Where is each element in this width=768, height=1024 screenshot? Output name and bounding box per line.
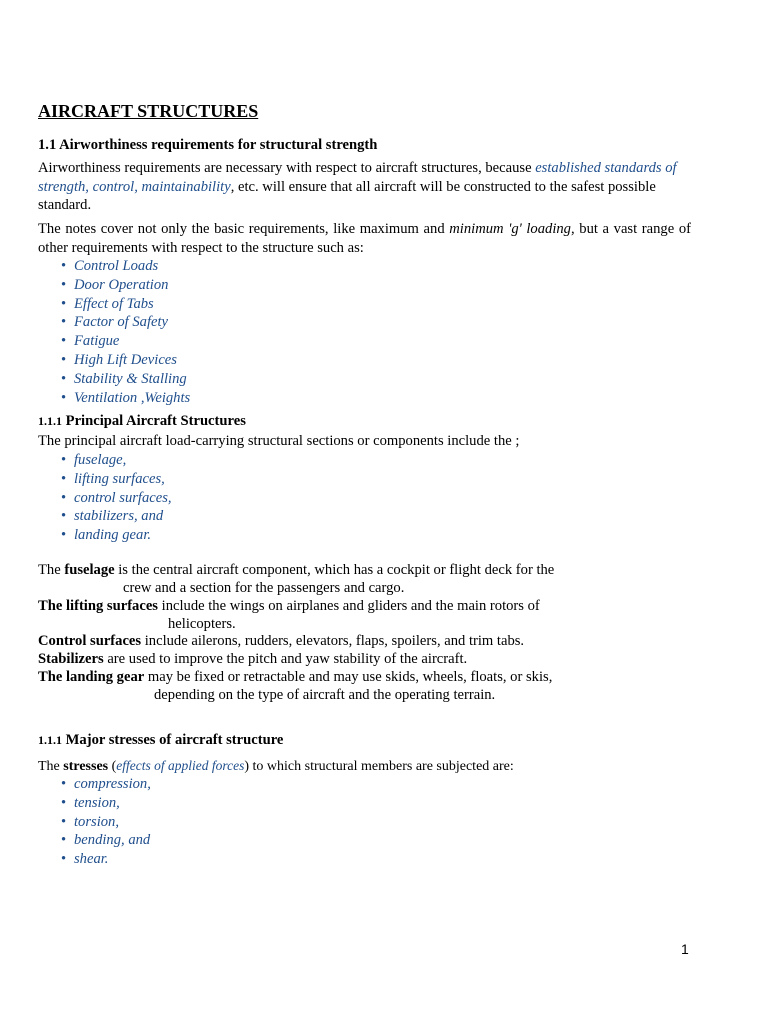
list-item-label: torsion, <box>74 813 120 830</box>
bullet-icon: • <box>61 276 67 293</box>
definition-landing-gear-cont: depending on the type of aircraft and the operating terrain. <box>154 687 496 703</box>
definition-text: may be fixed or retractable and may use skids, wheels, floats, or skis, <box>144 669 553 685</box>
definition-text: are used to improve the pitch and yaw stability of the aircraft. <box>103 651 468 667</box>
definition-lifting-surfaces-cont: helicopters. <box>168 616 236 632</box>
list-item <box>38 489 172 508</box>
definition-landing-gear <box>38 668 552 686</box>
list-item-label: tension, <box>74 794 120 811</box>
list-item-label: Door Operation <box>74 276 169 293</box>
definition-fuselage <box>38 561 554 579</box>
paragraph-text: The notes cover not only the basic requirements, like maximum and <box>38 221 450 237</box>
list-item <box>38 813 151 832</box>
list-item-label: High Lift Devices <box>74 351 177 368</box>
definition-text: The <box>38 562 65 578</box>
subsection-heading-principal <box>38 413 246 430</box>
definition-term: Stabilizers <box>38 651 104 667</box>
list-item-label: Control Loads <box>74 258 159 274</box>
paragraph-text: Airworthiness requirements are necessary with respect to aircraft structures, because <box>38 160 536 176</box>
list-item-label: Effect of Tabs <box>74 295 154 312</box>
bullet-icon: • <box>61 851 67 868</box>
definition-text: include ailerons, rudders, elevators, flaps, spoilers, and trim tabs. <box>141 633 525 649</box>
stresses-intro <box>38 757 514 776</box>
paragraph-requirements-intro <box>38 220 691 257</box>
list-item-label: shear. <box>74 851 109 868</box>
bullet-icon: • <box>61 452 67 468</box>
list-item <box>38 831 151 850</box>
section-number: 1.1.1 <box>38 733 62 747</box>
paragraph-text: ( <box>108 759 117 774</box>
list-item-label: control surfaces, <box>74 489 172 506</box>
bullet-icon: • <box>61 370 67 387</box>
list-item-label: lifting surfaces, <box>74 470 165 487</box>
bullet-icon: • <box>61 527 67 544</box>
subsection-heading-stresses <box>38 732 283 749</box>
paragraph-text: , but a vast range of other requirements with respect to the structure such as: <box>38 221 692 256</box>
list-item <box>38 257 190 276</box>
paragraph-airworthiness <box>38 159 691 215</box>
emphasis-text: effects of applied forces <box>116 758 245 773</box>
section-title: Major stresses of aircraft structure <box>65 732 284 748</box>
page-number: 1 <box>681 941 689 957</box>
list-item-label: bending, and <box>74 832 151 849</box>
definition-control-surfaces <box>38 632 524 650</box>
list-item <box>38 850 151 869</box>
list-item <box>38 526 172 545</box>
definition-term: stresses <box>63 759 109 774</box>
list-item <box>38 451 172 470</box>
stresses-list <box>38 775 151 869</box>
list-item-label: Factor of Safety <box>74 314 169 331</box>
definition-fuselage-cont: crew and a section for the passengers and cargo. <box>123 580 405 596</box>
list-item <box>38 794 151 813</box>
list-item-label: Stability & Stalling <box>74 370 187 387</box>
definition-term: fuselage <box>64 562 115 578</box>
definition-text: is the central aircraft component, which has a cockpit or flight deck for the <box>114 562 555 578</box>
section-number: 1.1.1 <box>38 414 62 428</box>
list-item <box>38 775 151 794</box>
paragraph-text: The <box>38 759 64 774</box>
definition-lifting-surfaces <box>38 597 540 615</box>
paragraph-text: , etc. will ensure that all aircraft will be constructed to the safest possible standard. <box>38 178 656 214</box>
list-item-label: Ventilation ,Weights <box>74 389 191 406</box>
definition-term: Control surfaces <box>38 633 142 649</box>
definition-term: The lifting surfaces <box>38 598 158 614</box>
list-item <box>38 313 190 332</box>
list-item-label: Fatigue <box>74 333 120 350</box>
bullet-icon: • <box>61 813 67 830</box>
list-item <box>38 470 172 489</box>
definition-text: include the wings on airplanes and gliders and the main rotors of <box>158 598 540 614</box>
section-title: Principal Aircraft Structures <box>65 413 246 429</box>
list-item <box>38 332 190 351</box>
section-heading-airworthiness: 1.1 Airworthiness requirements for structural strength <box>38 137 378 153</box>
bullet-icon: • <box>61 333 67 350</box>
bullet-icon: • <box>61 832 67 849</box>
bullet-icon: • <box>61 470 67 487</box>
bullet-icon: • <box>61 314 67 331</box>
list-item <box>38 370 190 389</box>
definition-stabilizers <box>38 650 467 668</box>
bullet-icon: • <box>61 776 67 792</box>
emphasis-text: established standards of strength, control, maintainability <box>38 160 677 195</box>
bullet-icon: • <box>61 258 67 274</box>
list-item-label: stabilizers, and <box>74 508 164 525</box>
principal-intro: The principal aircraft load-carrying structural sections or components include the ; <box>38 433 520 449</box>
list-item <box>38 276 190 295</box>
definition-term: The landing gear <box>38 669 145 685</box>
list-item <box>38 507 172 526</box>
list-item-label: fuselage, <box>74 452 127 468</box>
list-item <box>38 389 190 408</box>
bullet-icon: • <box>61 351 67 368</box>
bullet-icon: • <box>61 489 67 506</box>
bullet-icon: • <box>61 295 67 312</box>
list-item-label: landing gear. <box>74 527 152 544</box>
bullet-icon: • <box>61 794 67 811</box>
requirements-list <box>38 257 190 407</box>
components-list <box>38 451 172 545</box>
list-item-label: compression, <box>74 776 151 792</box>
list-item <box>38 351 190 370</box>
emphasis-text: minimum 'g' loading <box>449 221 571 237</box>
document-title: AIRCRAFT STRUCTURES <box>38 101 259 121</box>
list-item <box>38 295 190 314</box>
paragraph-text: ) to which structural members are subjected are: <box>244 759 514 774</box>
bullet-icon: • <box>61 389 67 406</box>
bullet-icon: • <box>61 508 67 525</box>
